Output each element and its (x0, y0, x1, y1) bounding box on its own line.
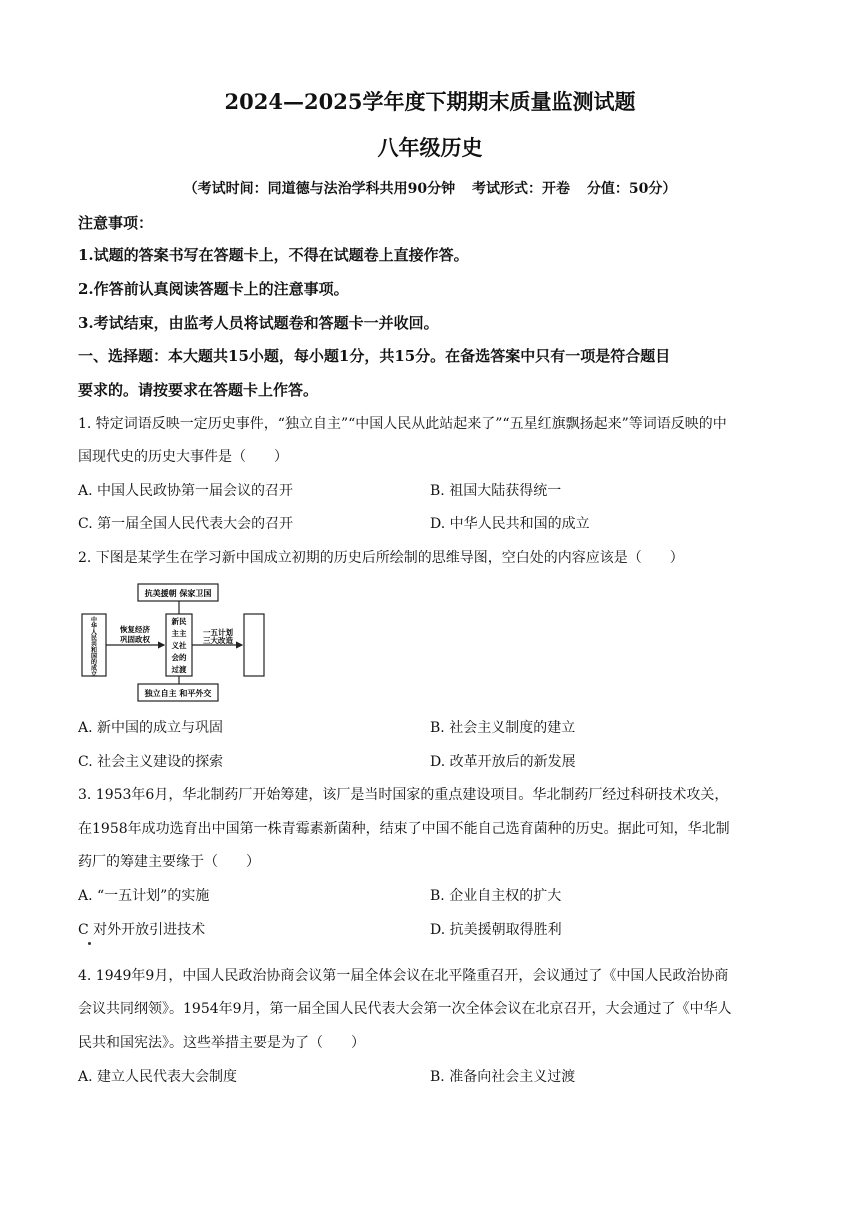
diagram-left-char: 和 (90, 647, 98, 654)
diagram-left-char: 民 (90, 635, 98, 642)
question-3-option-a: A. “一五计划”的实施 (78, 888, 210, 904)
question-2-stem: 2. 下图是某学生在学习新中国成立初期的历史后所绘制的思维导图，空白处的内容应该是（ ） (78, 550, 684, 566)
diagram-middle-char: 过渡 (171, 665, 187, 674)
diagram-middle-char: 新民 (171, 617, 187, 626)
question-3-option-b: B. 企业自主权的扩大 (430, 888, 562, 904)
diagram-arrow-1-label: 恢复经济 (120, 625, 150, 634)
section-heading-cont: 要求的。请按要求在答题卡上作答。 (78, 381, 319, 399)
exam-score: 分值：50分） (586, 181, 677, 197)
note-item: 3.考试结束，由监考人员将试题卷和答题卡一并收回。 (78, 314, 439, 332)
exam-time: （考试时间：同道德与法治学科共用90分钟 (183, 181, 456, 197)
question-4-stem: 民共和国宪法》。这些举措主要是为了（ ） (78, 1035, 365, 1051)
diagram-middle-char: 义社 (171, 641, 187, 650)
question-3-option-d: D. 抗美援朝取得胜利 (430, 922, 562, 938)
question-1-option-d: D. 中华人民共和国的成立 (430, 516, 590, 532)
print-dot (88, 942, 91, 945)
question-2-option-b: B. 社会主义制度的建立 (430, 720, 576, 736)
diagram-left-char: 中 (90, 617, 98, 624)
question-3-stem: 在1958年成功选育出中国第一株青霉素新菌种，结束了中国不能自己选育菌种的历史。据此可知，华北制 (78, 821, 730, 837)
exam-subject: 八年级历史 (377, 135, 483, 160)
diagram-left-char: 成 (90, 665, 98, 672)
diagram-left-char: 的 (90, 659, 98, 666)
diagram-left-char: 立 (90, 671, 98, 678)
section-heading: 一、选择题：本大题共15小题，每小题1分，共15分。在备选答案中只有一项是符合题目 (78, 347, 671, 365)
question-4-option-a: A. 建立人民代表大会制度 (78, 1069, 238, 1085)
question-4-option-b: B. 准备向社会主义过渡 (430, 1069, 576, 1085)
diagram-bottom-label: 独立自主 和平外交 (144, 688, 212, 698)
exam-title: 2024—2025学年度下期期末质量监测试题 (224, 89, 636, 114)
diagram-middle-char: 主主 (171, 629, 187, 638)
question-4-stem: 4. 1949年9月，中国人民政治协商会议第一届全体会议在北平隆重召开，会议通过了《中国人民政治协商 (78, 968, 729, 984)
diagram-blank-box (244, 614, 264, 676)
diagram-middle-char: 会的 (171, 653, 187, 662)
note-item: 1.试题的答案书写在答题卡上，不得在试题卷上直接作答。 (78, 246, 469, 264)
diagram-arrow-1-label: 巩固政权 (120, 635, 150, 644)
question-1-option-b: B. 祖国大陆获得统一 (430, 483, 562, 499)
question-3-stem: 药厂的筹建主要缘于（ ） (78, 854, 260, 870)
question-2-option-d: D. 改革开放后的新发展 (430, 754, 576, 770)
diagram-left-char: 国 (90, 653, 98, 660)
question-3-stem: 3. 1953年6月，华北制药厂开始筹建，该厂是当时国家的重点建设项目。华北制药厂经过科研技术攻关， (78, 787, 729, 803)
question-2-option-a: A. 新中国的成立与巩固 (78, 720, 224, 736)
diagram-middle-label (171, 616, 187, 674)
diagram-left-char: 共 (90, 641, 98, 648)
question-1-stem: 1. 特定词语反映一定历史事件，“独立自主”“中国人民从此站起来了”“五星红旗飘扬起来”等词语反映的中 (78, 416, 727, 432)
diagram-left-char: 华 (90, 623, 98, 630)
question-4-stem: 会议共同纲领》。1954年9月，第一届全国人民代表大会第一次全体会议在北京召开，大会通过了《中华人 (78, 1001, 732, 1017)
question-1-option-a: A. 中国人民政协第一届会议的召开 (78, 483, 294, 499)
exam-form: 考试形式：开卷 (472, 181, 570, 197)
exam-info (0, 178, 860, 198)
mind-map-diagram (78, 580, 278, 706)
question-3-option-c: C 对外开放引进技术 (78, 922, 206, 938)
question-1-option-c: C. 第一届全国人民代表大会的召开 (78, 516, 294, 532)
question-1-stem: 国现代史的历史大事件是（ ） (78, 449, 288, 465)
diagram-left-label (91, 616, 97, 678)
diagram-top-label: 抗美援朝 保家卫国 (144, 588, 212, 598)
diagram-arrow-2-label: 三大改造 (203, 636, 233, 645)
notes-heading: 注意事项： (78, 214, 154, 232)
question-2-option-c: C. 社会主义建设的探索 (78, 754, 224, 770)
diagram-arrow-2-label: 一五计划 (203, 628, 233, 637)
note-item: 2.作答前认真阅读答题卡上的注意事项。 (78, 280, 349, 298)
diagram-left-char: 人 (90, 629, 98, 636)
